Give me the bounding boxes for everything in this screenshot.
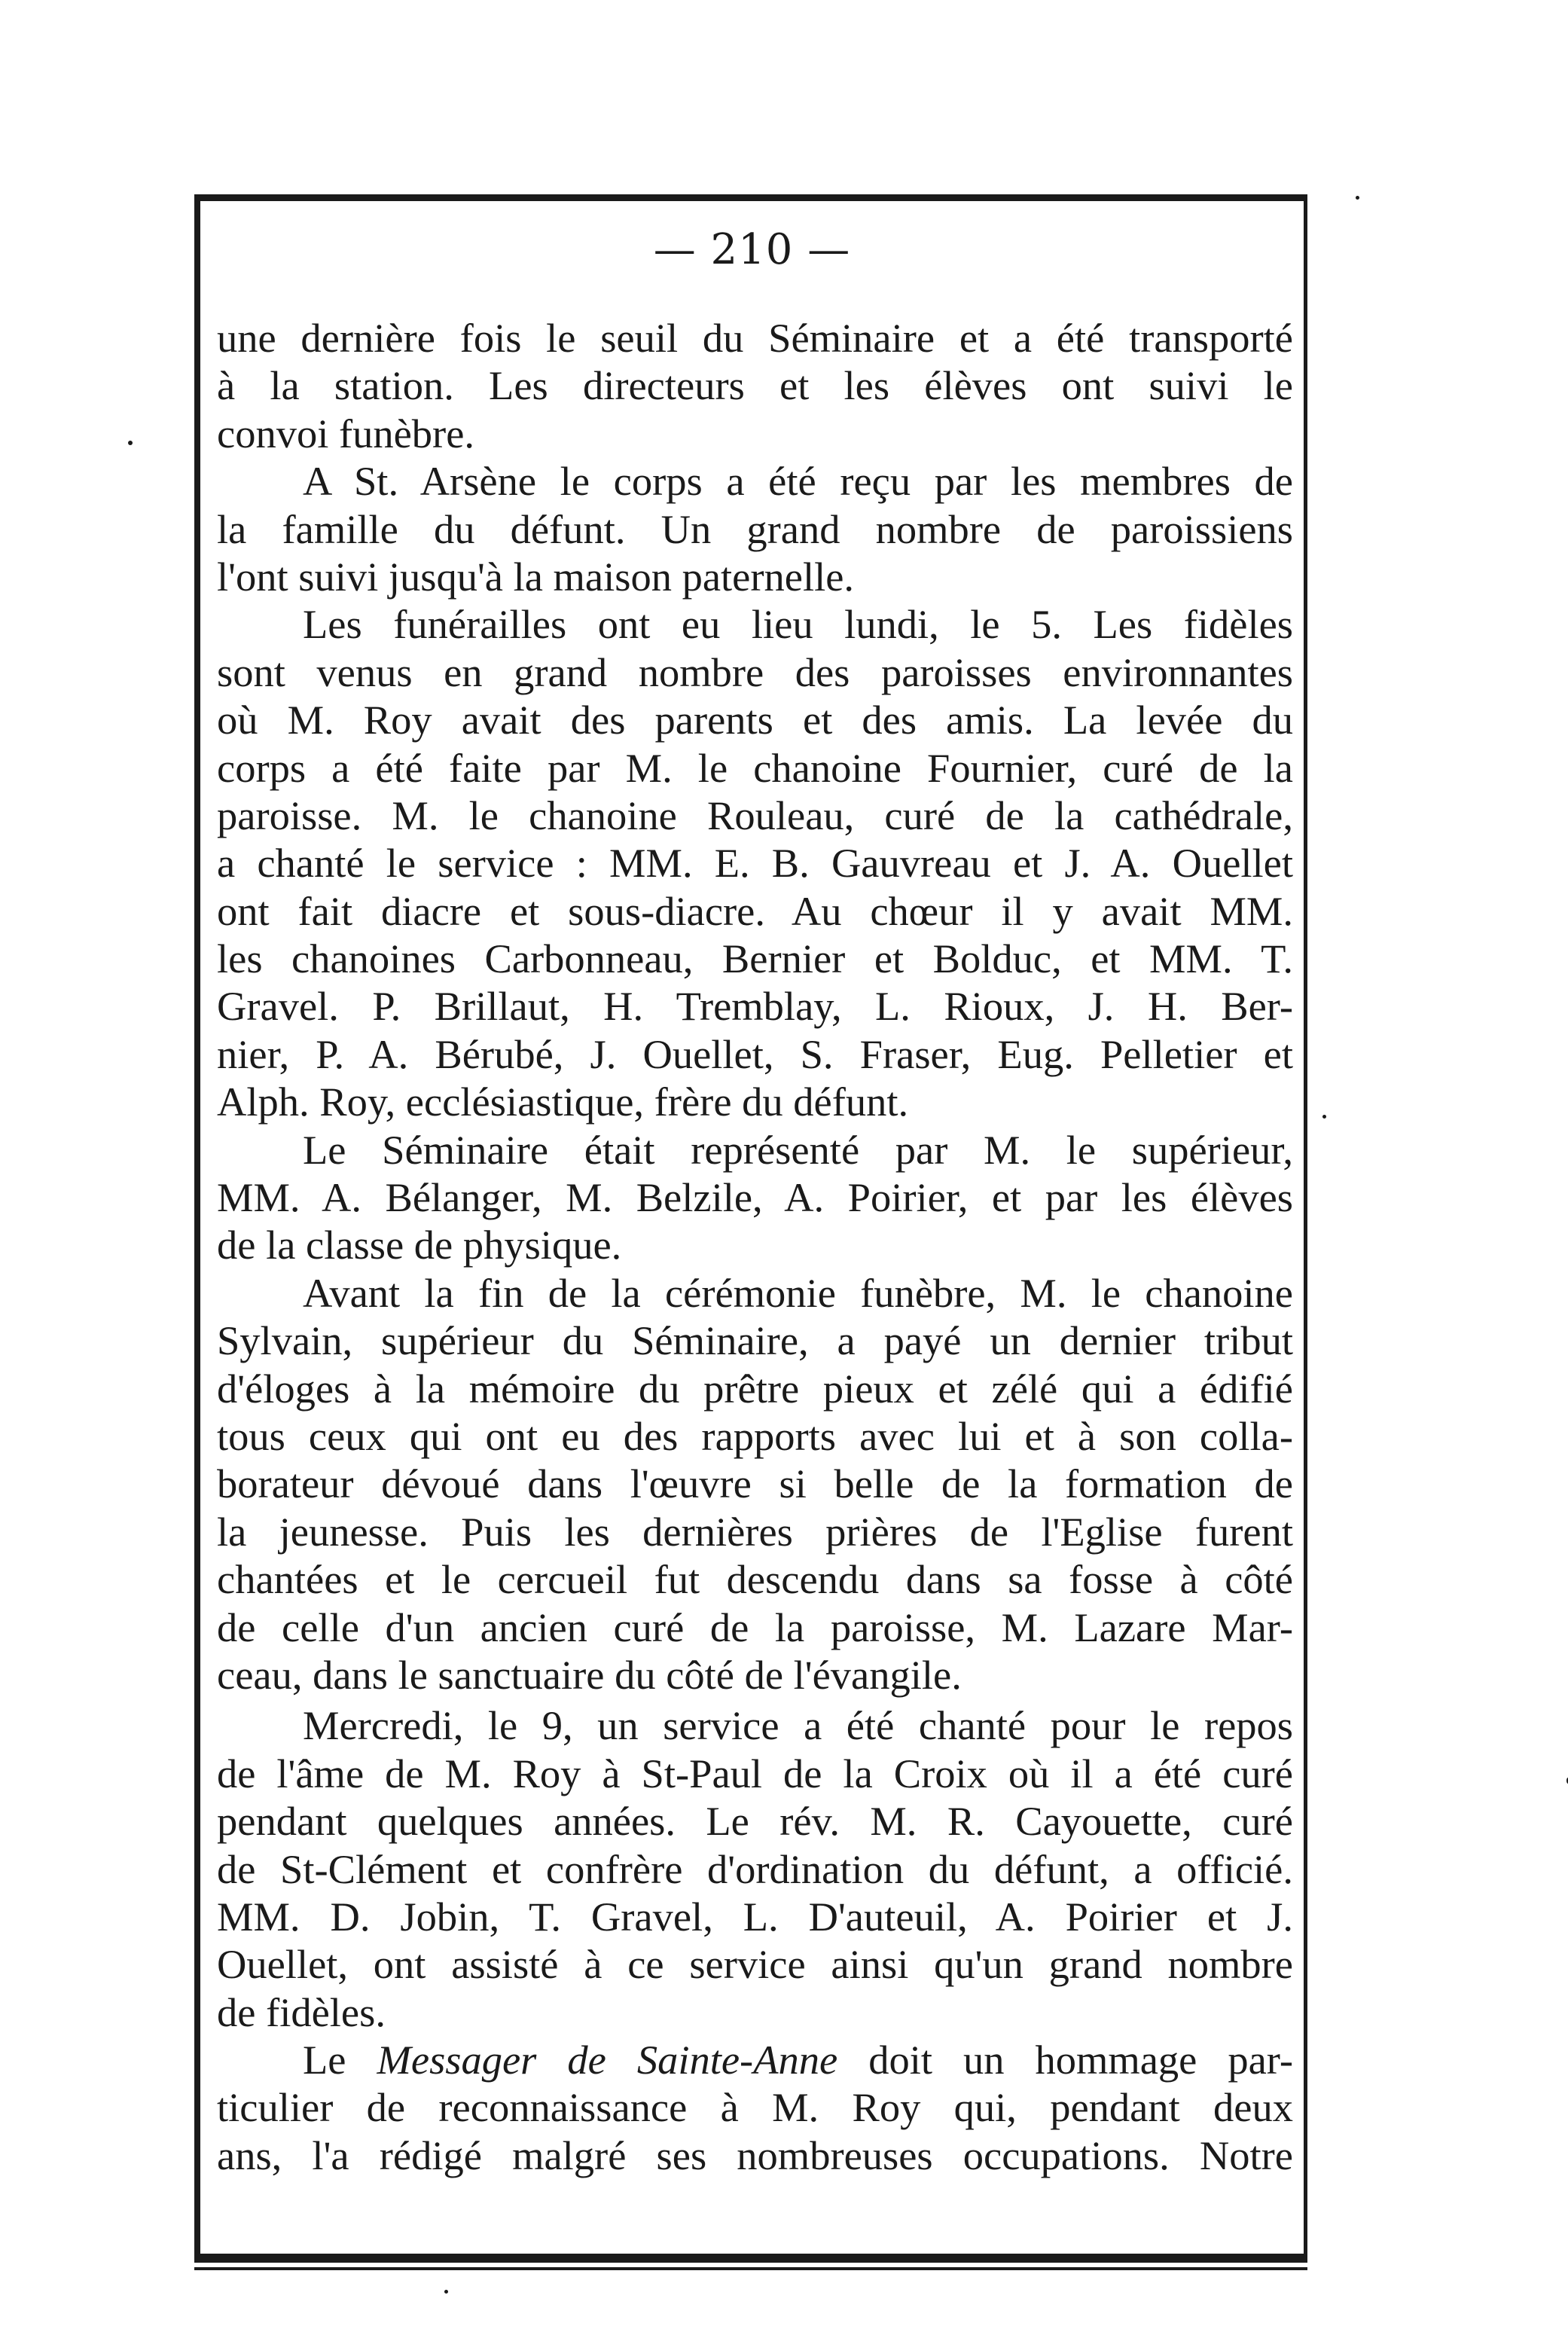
- text-line: Les funérailles ont eu lieu lundi, le 5. Les fidèles: [303, 601, 1293, 648]
- text-line: paroisse. M. le chanoine Rouleau, curé de la cathédrale,: [217, 792, 1293, 838]
- text-line: l'ont suivi jusqu'à la maison paternelle.: [217, 553, 855, 600]
- text-line: la famille du défunt. Un grand nombre de paroissiens: [217, 505, 1293, 552]
- text-line: Gravel. P. Brillaut, H. Tremblay, L. Rioux, J. H. Ber-: [217, 983, 1293, 1030]
- text-line: Ouellet, ont assisté à ce service ainsi qu'un grand nombre: [217, 1941, 1293, 1988]
- text-line: une dernière fois le seuil du Séminaire et a été transporté: [217, 315, 1293, 361]
- text-line: Le Séminaire était représenté par M. le supérieur,: [303, 1126, 1293, 1173]
- text-line: convoi funèbre.: [217, 410, 475, 456]
- text-line: d'éloges à la mémoire du prêtre pieux et zélé qui a édifié: [217, 1365, 1293, 1412]
- text-line: où M. Roy avait des parents et des amis. La levée du: [217, 697, 1293, 743]
- text-line: Sylvain, supérieur du Séminaire, a payé un dernier tribut: [217, 1317, 1293, 1364]
- text-line: la jeunesse. Puis les dernières prières de l'Eglise furent: [217, 1508, 1293, 1555]
- text-line: Avant la fin de la cérémonie funèbre, M. le chanoine: [303, 1269, 1293, 1316]
- text-line: ceau, dans le sanctuaire du côté de l'évangile.: [217, 1651, 962, 1698]
- print-speck: [444, 2290, 448, 2294]
- text-line: Mercredi, le 9, un service a été chanté pour le repos: [303, 1702, 1293, 1749]
- text-line: MM. D. Jobin, T. Gravel, L. D'auteuil, A. Poirier et J.: [217, 1893, 1293, 1940]
- text-line: borateur dévoué dans l'œuvre si belle de la formation de: [217, 1460, 1293, 1507]
- text-line: a chanté le service : MM. E. B. Gauvreau et J. A. Ouellet: [217, 840, 1293, 887]
- text-line: de la classe de physique.: [217, 1222, 622, 1268]
- text-line: Alph. Roy, ecclésiastique, frère du défunt.: [217, 1079, 909, 1125]
- text-line: corps a été faite par M. le chanoine Fournier, curé de la: [217, 744, 1293, 791]
- page-number: — 210 —: [653, 225, 851, 274]
- text-line: sont venus en grand nombre des paroisses environnantes: [217, 649, 1293, 695]
- text-line: de fidèles.: [217, 1989, 386, 2035]
- text-line: ans, l'a rédigé malgré ses nombreuses occupations. Notre: [217, 2132, 1293, 2178]
- print-speck: [1356, 196, 1359, 200]
- publication-title: Messager de Sainte-Anne: [377, 2037, 838, 2083]
- text-fragment: doit un hommage par-: [868, 2037, 1294, 2083]
- text-line: de celle d'un ancien curé de la paroisse, M. Lazare Mar-: [217, 1604, 1293, 1650]
- text-line: pendant quelques années. Le rév. M. R. Cayouette, curé: [217, 1798, 1293, 1845]
- text-line: les chanoines Carbonneau, Bernier et Bolduc, et MM. T.: [217, 936, 1293, 982]
- body-text: [217, 314, 1293, 2179]
- text-line: A St. Arsène le corps a été reçu par les membres de: [303, 458, 1293, 505]
- page-frame: [194, 194, 1307, 2263]
- text-line: de l'âme de M. Roy à St-Paul de la Croix où il a été curé: [217, 1750, 1293, 1796]
- text-line: à la station. Les directeurs et les élèves ont suivi le: [217, 362, 1293, 409]
- text-line: tous ceux qui ont eu des rapports avec lui et à son colla-: [217, 1412, 1293, 1459]
- text-line: [217, 2036, 1293, 2083]
- text-line: MM. A. Bélanger, M. Belzile, A. Poirier, et par les élèves: [217, 1174, 1293, 1221]
- text-fragment: Le: [303, 2037, 346, 2083]
- text-line: nier, P. A. Bérubé, J. Ouellet, S. Fraser, Eug. Pelletier et: [217, 1030, 1293, 1077]
- text-line: de St-Clément et confrère d'ordination du défunt, a officié.: [217, 1845, 1293, 1892]
- text-line: ticulier de reconnaissance à M. Roy qui, pendant deux: [217, 2084, 1293, 2131]
- print-speck: [1322, 1115, 1326, 1119]
- text-line: ont fait diacre et sous-diacre. Au chœur il y avait MM.: [217, 887, 1293, 934]
- text-line: chantées et le cercueil fut descendu dans sa fosse à côté: [217, 1556, 1293, 1603]
- print-speck: [128, 441, 133, 445]
